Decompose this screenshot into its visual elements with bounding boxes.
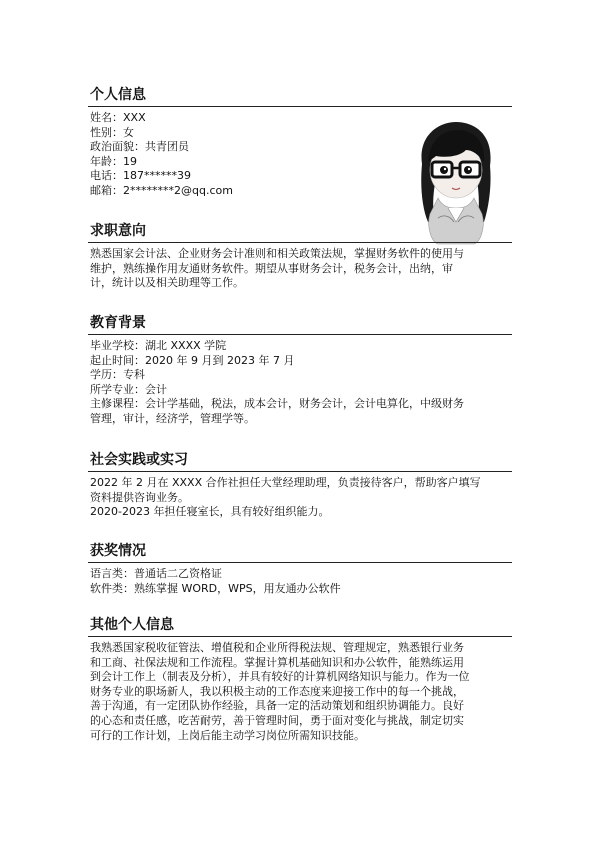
- courses-line: 主修课程：会计学基础，税法，成本会计，财务会计，会计电算化，中级财务: [90, 397, 464, 411]
- political-status-line: 政治面貌：共青团员: [90, 140, 189, 154]
- section-heading: 获奖情况: [88, 540, 512, 563]
- section-heading: 其他个人信息: [88, 614, 512, 637]
- paragraph-line: 2022 年 2 月在 XXXX 合作社担任大堂经理助理，负责接待客户，帮助客户填写: [90, 476, 481, 489]
- paragraph-line: 我熟悉国家税收征管法、增值税和企业所得税法规、管理规定，熟悉银行业务: [90, 641, 464, 654]
- major-line: 所学专业：会计: [90, 382, 167, 396]
- age-line: 年龄：19: [90, 154, 137, 168]
- paragraph-line: 资料提供咨询业务。: [90, 490, 189, 504]
- award-line: 软件类：熟练掌握 WORD，WPS，用友通办公软件: [90, 581, 341, 595]
- section-heading: 社会实践或实习: [88, 449, 512, 472]
- gender-line: 性别：女: [90, 125, 134, 139]
- paragraph-line: 和工商、社保法规和工作流程。掌握计算机基础知识和办公软件，能熟练运用: [90, 655, 464, 669]
- school-line: 毕业学校：湖北 XXXX 学院: [90, 339, 227, 352]
- practice-section: [88, 449, 512, 520]
- paragraph-line: 的心态和责任感，吃苦耐劳，善于管理时间，勇于面对变化与挑战，制定切实: [90, 713, 464, 727]
- phone-line: 电话：187******39: [90, 169, 191, 183]
- section-heading: 教育背景: [88, 312, 512, 335]
- paragraph-line: 可行的工作计划，上岗后能主动学习岗位所需知识技能。: [90, 728, 365, 742]
- paragraph-line: 善于沟通，有一定团队协作经验，具备一定的活动策划和组织协调能力。良好: [90, 699, 464, 713]
- courses-line: 管理，审计，经济学，管理学等。: [90, 411, 255, 425]
- section-body: [88, 472, 512, 520]
- award-line: 语言类：普通话二乙资格证: [90, 567, 222, 580]
- section-body: [88, 335, 512, 427]
- section-body: [88, 243, 512, 291]
- paragraph-line: 到会计工作上（制表及分析），并具有较好的计算机网络知识与能力。作为一位: [90, 670, 470, 684]
- other-info-section: [88, 614, 512, 743]
- paragraph-line: 熟悉国家会计法、企业财务会计准则和相关政策法规，掌握财务软件的使用与: [90, 247, 464, 260]
- job-objective-section: [88, 220, 512, 291]
- email-line: 邮箱：2********2@qq.com: [90, 183, 233, 197]
- period-line: 起止时间：2020 年 9 月到 2023 年 7 月: [90, 353, 295, 367]
- paragraph-line: 财务专业的职场新人，我以积极主动的工作态度来迎接工作中的每一个挑战，: [90, 684, 464, 698]
- degree-line: 学历：专科: [90, 368, 145, 382]
- section-heading: 求职意向: [88, 220, 512, 243]
- paragraph-line: 计，统计以及相关助理等工作。: [90, 276, 244, 290]
- paragraph-line: 维护，熟练操作用友通财务软件。期望从事财务会计，税务会计，出纳，审: [90, 261, 453, 275]
- education-section: [88, 312, 512, 427]
- name-line: 姓名：XXX: [90, 111, 146, 124]
- section-body: [88, 563, 512, 596]
- awards-section: [88, 540, 512, 596]
- paragraph-line: 2020-2023 年担任寝室长，具有较好组织能力。: [90, 505, 330, 519]
- section-body: [88, 637, 512, 743]
- section-heading: 个人信息: [88, 84, 512, 107]
